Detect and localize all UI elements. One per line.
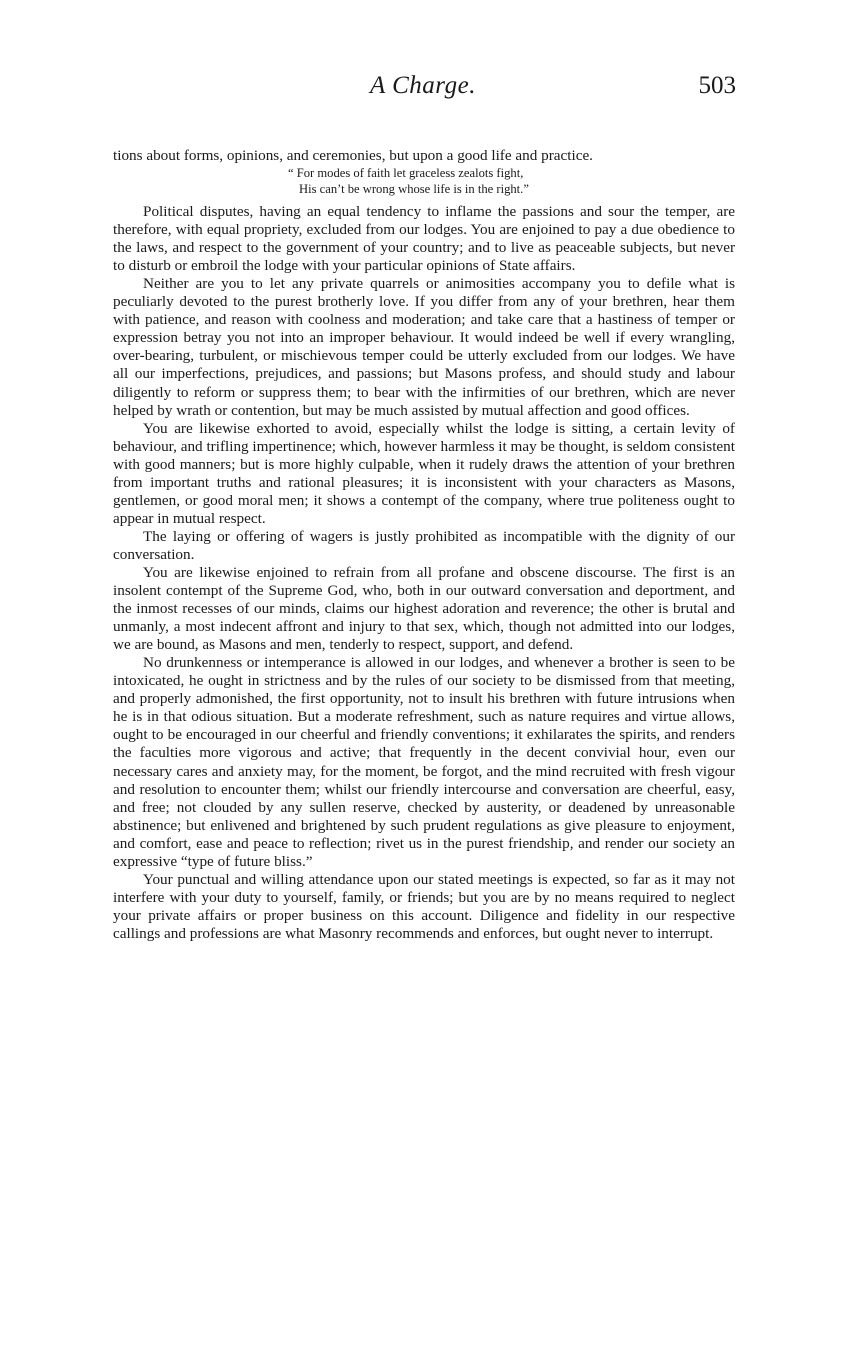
paragraph-wagers: The laying or offering of wagers is justly prohibited as incompatible with the dignity of our conversation.: [113, 527, 735, 563]
verse-quotation: [113, 165, 735, 197]
body-text: [113, 147, 735, 943]
running-title: A Charge.: [370, 72, 476, 99]
paragraph-profane-discourse: You are likewise enjoined to refrain from all profane and obscene discourse. The first is an insolent contempt of the Supreme God, who, both in our outward conversation and deportment, and the inmost recesses of our minds, claims our highest adoration and reverence; the other is brutal and unmanly, a most indecent affront and injury to that sex, which, though not admitted into our lodges, we are bound, as Masons and men, tenderly to respect, support, and defend.: [113, 563, 735, 654]
opening-paragraph: tions about forms, opinions, and ceremonies, but upon a good life and practice.: [113, 147, 593, 164]
paragraph-drunkenness: No drunkenness or intemperance is allowed in our lodges, and whenever a brother is seen to be intoxicated, he ought in strictness and by the rules of our society to be dismissed from that meeting, and properly admonished, the first opportunity, not to insult his brethren with future intrusions when he is in that odious situation. But a moderate refreshment, such as nature requires and virtue allows, ought to be encouraged in our cheerful and friendly conventions; it exhilarates the spirits, and renders the faculties more vigorous and active; that frequently in the decent convivial hour, even our necessary cares and anxiety may, for the moment, be forgot, and the mind recruited with fresh vigour and resolution to encounter them; whilst our friendly intercourse and conversation are cheerful, easy, and free; not clouded by any sullen reserve, checked by austerity, or deadened by unreasonable abstinence; but enlivened and brightened by such prudent regulations as give pleasure to enjoyment, and comfort, ease and peace to reflection; rivet us in the purest friendship, and render our society an expressive “type of future bliss.”: [113, 654, 735, 870]
page-number: 503: [698, 72, 736, 99]
paragraph-private-quarrels: Neither are you to let any private quarrels or animosities accompany you to defile what is peculiarly devoted to the purest brotherly love. If you differ from any of your brethren, hear them with patience, and reason with coolness and moderation; and take care that a hastiness of temper or expression betray you not into an improper behaviour. It would indeed be well if every wrangling, over-bearing, turbulent, or mischievous temper could be utterly excluded from our lodges. We have all our imperfections, prejudices, and passions; but Masons profess, and should study and labour diligently to reform or suppress them; to bear with the infirmities of our brethren, which are never helped by wrath or contention, but may be much assisted by mutual affection and good offices.: [113, 275, 735, 419]
quote-line-2: His can’t be wrong whose life is in the right.”: [299, 182, 529, 197]
quote-line-1: “ For modes of faith let graceless zealots fight,: [288, 166, 524, 181]
paragraph-attendance: Your punctual and willing attendance upon our stated meetings is expected, so far as it may not interfere with your duty to yourself, family, or friends; but you are by no means required to neglect your private affairs or proper business on this account. Diligence and fidelity in our respective callings and professions are what Masonry recommends and enforces, but ought never to interrupt.: [113, 870, 735, 942]
paragraph-levity: You are likewise exhorted to avoid, especially whilst the lodge is sitting, a certain levity of behaviour, and trifling impertinence; which, however harmless it may be thought, is seldom consistent with good manners; but is more highly culpable, when it rudely draws the attention of your brethren from important truths and rational pleasures; it is inconsistent with your characters as Masons, gentlemen, or good moral men; it shows a contempt of the company, where true politeness ought to appear in mutual respect.: [113, 419, 735, 527]
running-head: [110, 72, 736, 112]
paragraph-political-disputes: Political disputes, having an equal tendency to inflame the passions and sour the temper, are therefore, with equal propriety, excluded from our lodges. You are enjoined to pay a due obedience to the laws, and respect to the government of your country; and to live as peaceable subjects, but never to disturb or embroil the lodge with your particular opinions of State affairs.: [113, 203, 735, 275]
